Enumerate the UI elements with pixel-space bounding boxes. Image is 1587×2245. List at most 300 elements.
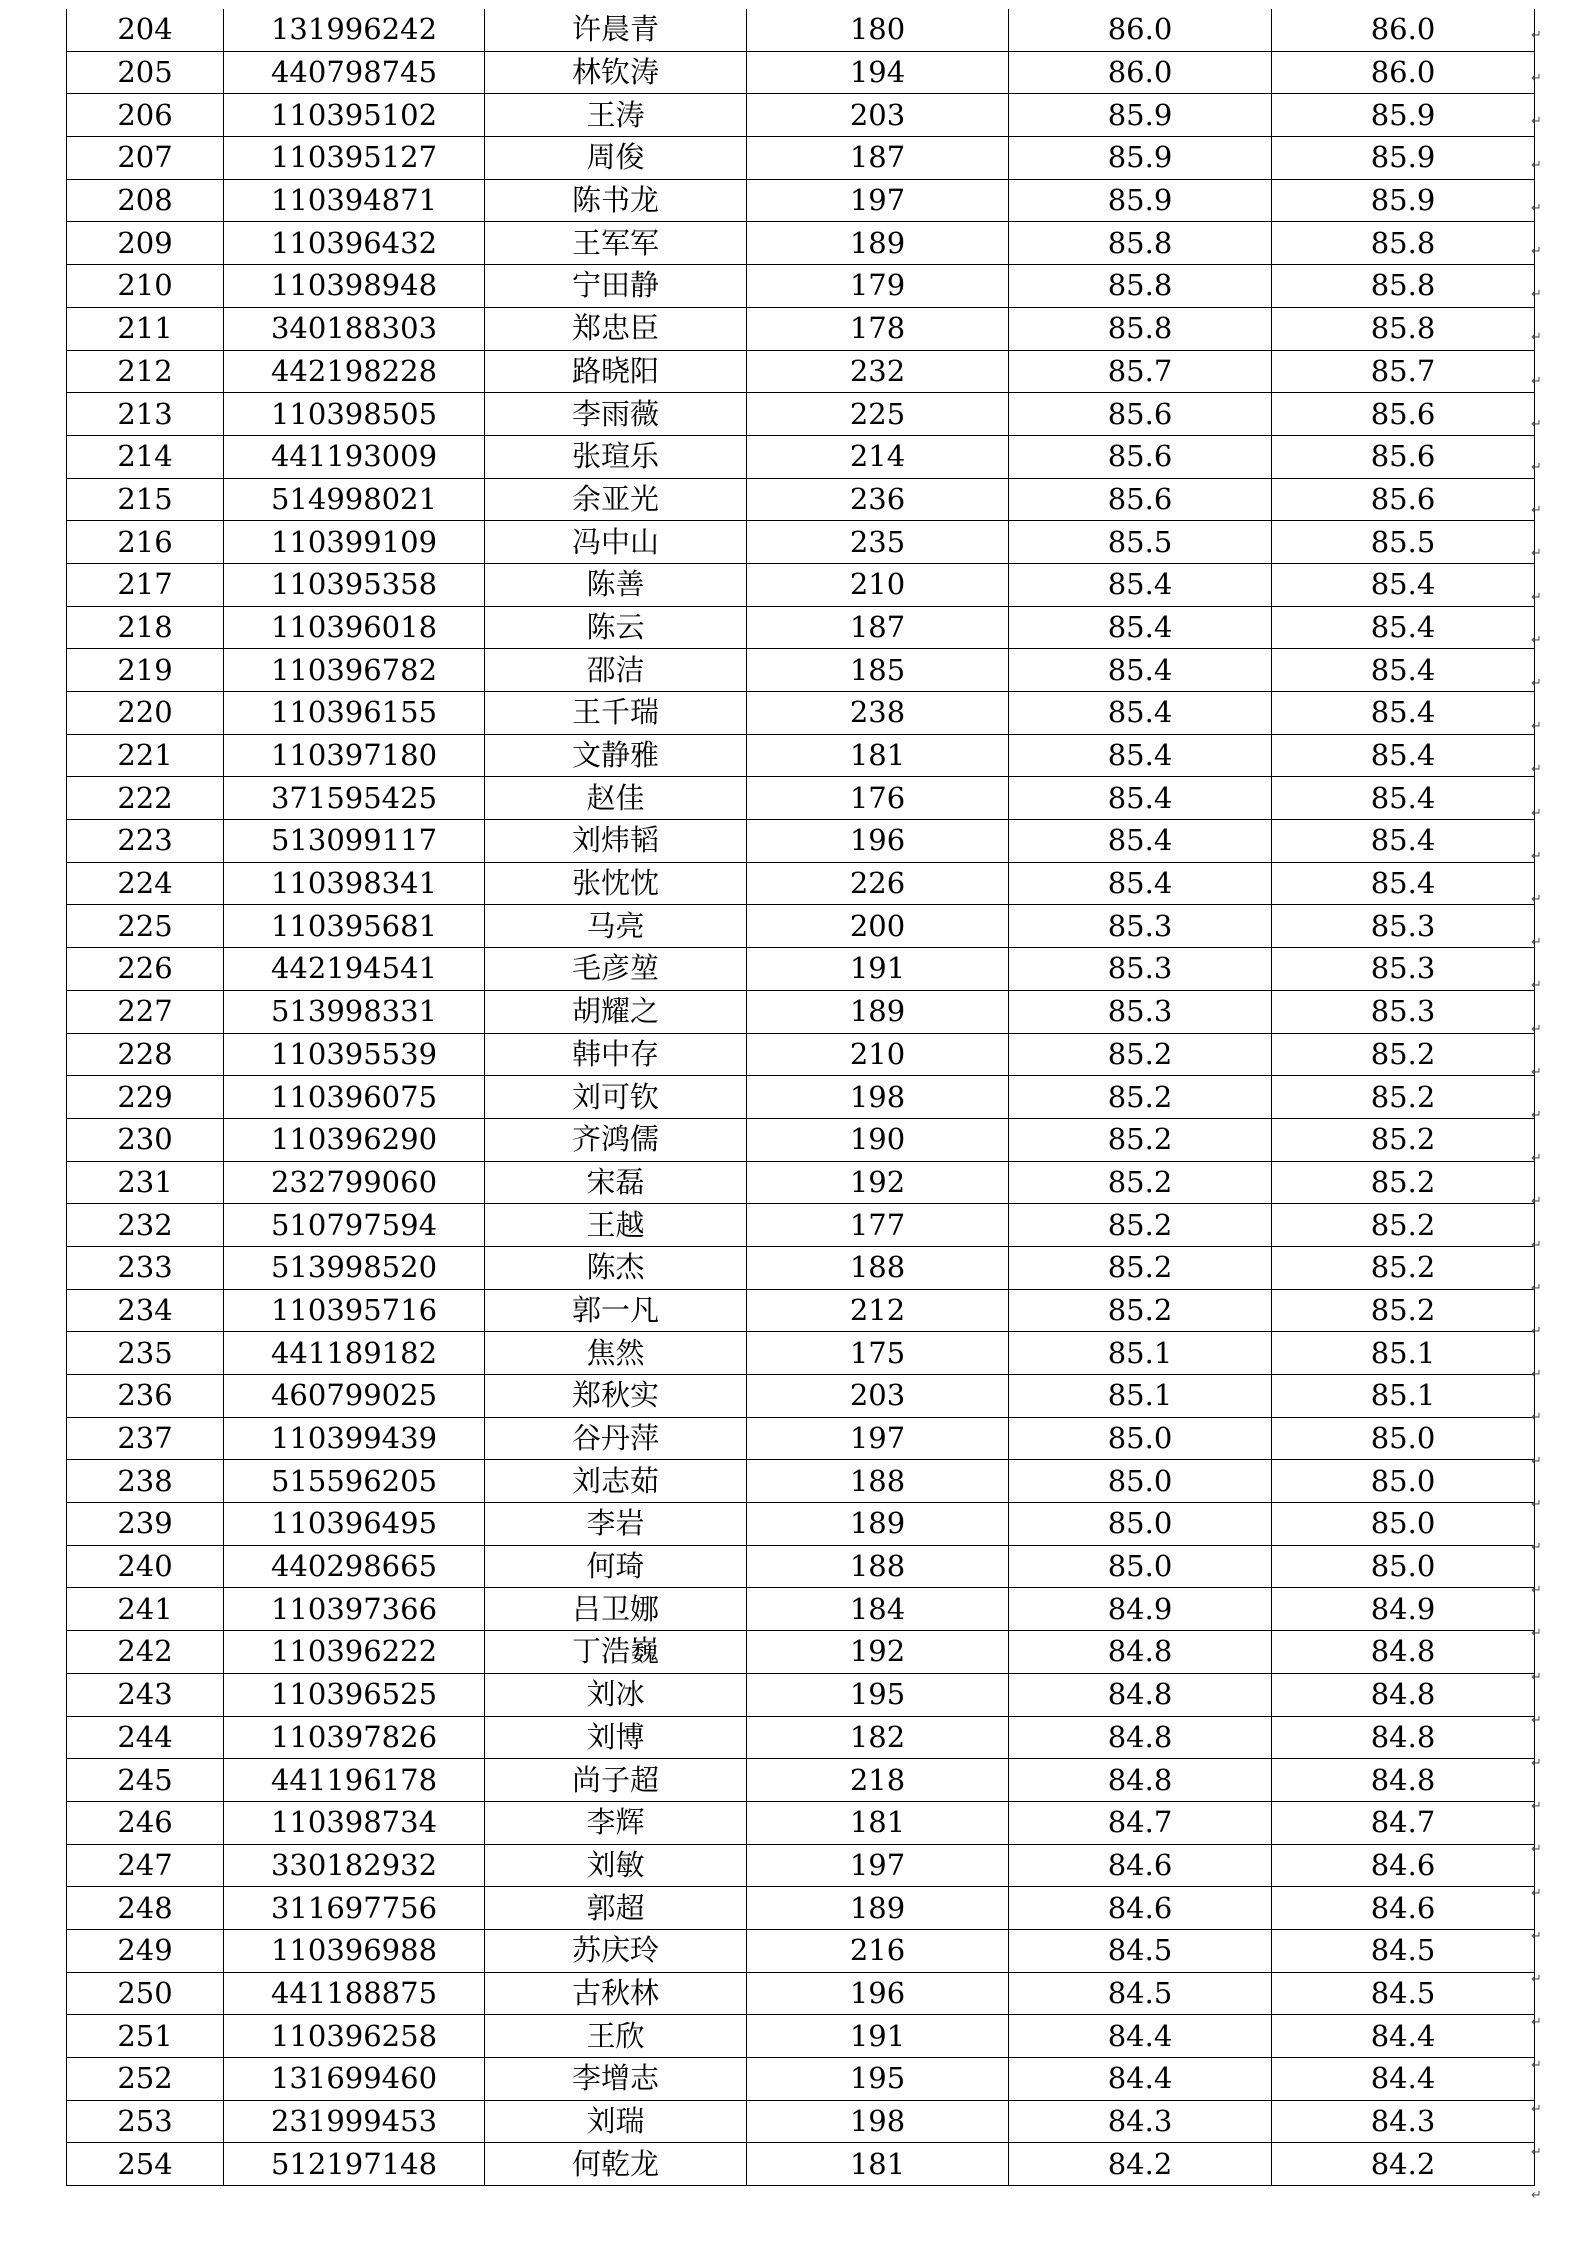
- row-index-cell: 225: [67, 905, 224, 948]
- name-cell: 李岩: [485, 1503, 747, 1546]
- row-index-cell: 248: [67, 1887, 224, 1930]
- name-cell: 许晨青: [485, 9, 747, 51]
- name-cell: 李雨薇: [485, 393, 747, 436]
- grade-cell: 85.2: [1009, 1033, 1272, 1076]
- score-cell: 216: [747, 1929, 1009, 1972]
- final-grade-cell: 84.9: [1272, 1588, 1535, 1631]
- row-index-cell: 222: [67, 777, 224, 820]
- score-cell: 196: [747, 820, 1009, 863]
- score-cell: 197: [747, 1844, 1009, 1887]
- row-end-mark: ↵: [1531, 632, 1542, 648]
- row-end-mark: ↵: [1531, 805, 1542, 821]
- table-row: [67, 1972, 1535, 2015]
- row-end-mark: ↵: [1531, 978, 1542, 994]
- table-row: [67, 1033, 1535, 1076]
- row-index-cell: 231: [67, 1161, 224, 1204]
- score-cell: 188: [747, 1545, 1009, 1588]
- candidate-id-cell: 440298665: [224, 1545, 485, 1588]
- row-index-cell: 209: [67, 222, 224, 265]
- candidate-id-cell: 110397826: [224, 1716, 485, 1759]
- table-row: [67, 1289, 1535, 1332]
- name-cell: 刘敏: [485, 1844, 747, 1887]
- grade-cell: 84.7: [1009, 1801, 1272, 1844]
- table-row: [67, 649, 1535, 692]
- score-cell: 177: [747, 1204, 1009, 1247]
- name-cell: 胡耀之: [485, 990, 747, 1033]
- candidate-id-cell: 441193009: [224, 435, 485, 478]
- score-cell: 203: [747, 94, 1009, 137]
- grade-cell: 85.4: [1009, 820, 1272, 863]
- candidate-id-cell: 110398341: [224, 862, 485, 905]
- grade-cell: 85.4: [1009, 862, 1272, 905]
- name-cell: 陈云: [485, 606, 747, 649]
- name-cell: 王千瑞: [485, 692, 747, 735]
- final-grade-cell: 85.8: [1272, 307, 1535, 350]
- grade-cell: 86.0: [1009, 9, 1272, 51]
- row-end-mark: ↵: [1531, 1324, 1542, 1339]
- final-grade-cell: 85.4: [1272, 692, 1535, 735]
- score-cell: 189: [747, 1887, 1009, 1930]
- final-grade-cell: 85.4: [1272, 734, 1535, 777]
- grade-cell: 84.8: [1009, 1673, 1272, 1716]
- row-end-mark: ↵: [1531, 373, 1542, 389]
- final-grade-cell: 85.2: [1272, 1161, 1535, 1204]
- candidate-id-cell: 340188303: [224, 307, 485, 350]
- grade-cell: 85.0: [1009, 1460, 1272, 1503]
- table-row: [67, 179, 1535, 222]
- candidate-id-cell: 513998520: [224, 1246, 485, 1289]
- row-index-cell: 220: [67, 692, 224, 735]
- name-cell: 刘可钦: [485, 1076, 747, 1119]
- candidate-id-cell: 110399109: [224, 521, 485, 564]
- final-grade-cell: 84.4: [1272, 2015, 1535, 2058]
- score-cell: 194: [747, 51, 1009, 94]
- name-cell: 韩中存: [485, 1033, 747, 1076]
- row-index-cell: 254: [67, 2143, 224, 2186]
- grade-cell: 85.4: [1009, 777, 1272, 820]
- grade-cell: 84.8: [1009, 1716, 1272, 1759]
- row-end-mark: ↵: [1531, 71, 1542, 87]
- row-index-cell: 253: [67, 2100, 224, 2143]
- candidate-id-cell: 441188875: [224, 1972, 485, 2015]
- final-grade-cell: 84.8: [1272, 1673, 1535, 1716]
- table-row: [67, 222, 1535, 265]
- grade-cell: 85.2: [1009, 1161, 1272, 1204]
- score-cell: 191: [747, 948, 1009, 991]
- name-cell: 张忱忱: [485, 862, 747, 905]
- table-row: [67, 905, 1535, 948]
- table-row: [67, 1076, 1535, 1119]
- name-cell: 谷丹萍: [485, 1417, 747, 1460]
- candidate-id-cell: 515596205: [224, 1460, 485, 1503]
- table-row: [67, 265, 1535, 308]
- row-end-mark: ↵: [1531, 330, 1542, 346]
- score-cell: 185: [747, 649, 1009, 692]
- row-end-mark: ↵: [1531, 2144, 1542, 2160]
- name-cell: 吕卫娜: [485, 1588, 747, 1631]
- table-row: [67, 990, 1535, 1033]
- score-cell: 176: [747, 777, 1009, 820]
- table-row: [67, 94, 1535, 137]
- table-row: [67, 9, 1535, 51]
- name-cell: 苏庆玲: [485, 1929, 747, 1972]
- row-index-cell: 238: [67, 1460, 224, 1503]
- final-grade-cell: 85.0: [1272, 1545, 1535, 1588]
- score-cell: 188: [747, 1460, 1009, 1503]
- score-cell: 210: [747, 1033, 1009, 1076]
- name-cell: 刘炜韬: [485, 820, 747, 863]
- candidate-id-cell: 110396222: [224, 1631, 485, 1674]
- row-index-cell: 210: [67, 265, 224, 308]
- final-grade-cell: 86.0: [1272, 9, 1535, 51]
- grade-cell: 85.4: [1009, 649, 1272, 692]
- row-end-mark: ↵: [1531, 1669, 1542, 1685]
- grade-cell: 85.9: [1009, 94, 1272, 137]
- table-row: [67, 734, 1535, 777]
- row-end-mark: ↵: [1531, 2101, 1542, 2117]
- final-grade-cell: 85.2: [1272, 1076, 1535, 1119]
- row-end-mark: ↵: [1531, 589, 1542, 605]
- results-table-body: [67, 9, 1535, 2186]
- table-row: [67, 1460, 1535, 1503]
- row-end-mark: ↵: [1531, 1237, 1542, 1253]
- table-row: [67, 1929, 1535, 1972]
- final-grade-cell: 84.6: [1272, 1887, 1535, 1930]
- final-grade-cell: 85.9: [1272, 179, 1535, 222]
- row-end-mark: ↵: [1531, 892, 1542, 907]
- grade-cell: 85.2: [1009, 1076, 1272, 1119]
- candidate-id-cell: 110396495: [224, 1503, 485, 1546]
- grade-cell: 85.8: [1009, 265, 1272, 308]
- final-grade-cell: 84.8: [1272, 1631, 1535, 1674]
- row-end-mark: ↵: [1531, 1712, 1542, 1728]
- final-grade-cell: 85.0: [1272, 1417, 1535, 1460]
- row-index-cell: 221: [67, 734, 224, 777]
- final-grade-cell: 85.4: [1272, 777, 1535, 820]
- final-grade-cell: 85.7: [1272, 350, 1535, 393]
- table-row: [67, 1716, 1535, 1759]
- grade-cell: 84.9: [1009, 1588, 1272, 1631]
- name-cell: 齐鸿儒: [485, 1118, 747, 1161]
- row-index-cell: 251: [67, 2015, 224, 2058]
- final-grade-cell: 85.2: [1272, 1204, 1535, 1247]
- row-index-cell: 250: [67, 1972, 224, 2015]
- row-index-cell: 229: [67, 1076, 224, 1119]
- final-grade-cell: 85.2: [1272, 1246, 1535, 1289]
- candidate-id-cell: 442198228: [224, 350, 485, 393]
- table-row: [67, 1417, 1535, 1460]
- row-end-mark: ↵: [1531, 1885, 1542, 1901]
- score-cell: 184: [747, 1588, 1009, 1631]
- final-grade-cell: 84.7: [1272, 1801, 1535, 1844]
- candidate-id-cell: 110394871: [224, 179, 485, 222]
- row-index-cell: 207: [67, 137, 224, 180]
- candidate-id-cell: 330182932: [224, 1844, 485, 1887]
- table-row: [67, 2143, 1535, 2186]
- name-cell: 陈书龙: [485, 179, 747, 222]
- candidate-id-cell: 110396525: [224, 1673, 485, 1716]
- row-index-cell: 224: [67, 862, 224, 905]
- row-index-cell: 239: [67, 1503, 224, 1546]
- table-row: [67, 350, 1535, 393]
- candidate-id-cell: 110396782: [224, 649, 485, 692]
- score-cell: 226: [747, 862, 1009, 905]
- table-row: [67, 1332, 1535, 1375]
- score-cell: 212: [747, 1289, 1009, 1332]
- candidate-id-cell: 110395539: [224, 1033, 485, 1076]
- score-cell: 181: [747, 734, 1009, 777]
- row-index-cell: 240: [67, 1545, 224, 1588]
- final-grade-cell: 85.3: [1272, 948, 1535, 991]
- final-grade-cell: 85.9: [1272, 94, 1535, 137]
- candidate-id-cell: 231999453: [224, 2100, 485, 2143]
- grade-cell: 85.3: [1009, 948, 1272, 991]
- table-row: [67, 1673, 1535, 1716]
- score-cell: 195: [747, 1673, 1009, 1716]
- grade-cell: 85.9: [1009, 179, 1272, 222]
- grade-cell: 85.9: [1009, 137, 1272, 180]
- row-end-mark: ↵: [1531, 1972, 1542, 1987]
- row-end-mark: ↵: [1531, 1583, 1542, 1599]
- row-index-cell: 217: [67, 563, 224, 606]
- grade-cell: 85.5: [1009, 521, 1272, 564]
- row-index-cell: 242: [67, 1631, 224, 1674]
- row-index-cell: 243: [67, 1673, 224, 1716]
- grade-cell: 84.2: [1009, 2143, 1272, 2186]
- score-cell: 232: [747, 350, 1009, 393]
- name-cell: 余亚光: [485, 478, 747, 521]
- row-index-cell: 215: [67, 478, 224, 521]
- candidate-id-cell: 110398505: [224, 393, 485, 436]
- row-end-mark: ↵: [1531, 1540, 1542, 1555]
- score-cell: 238: [747, 692, 1009, 735]
- name-cell: 刘冰: [485, 1673, 747, 1716]
- candidate-id-cell: 131996242: [224, 9, 485, 51]
- score-cell: 187: [747, 137, 1009, 180]
- score-cell: 189: [747, 1503, 1009, 1546]
- table-row: [67, 820, 1535, 863]
- row-end-mark: ↵: [1531, 2015, 1542, 2031]
- grade-cell: 84.4: [1009, 2058, 1272, 2101]
- row-index-cell: 219: [67, 649, 224, 692]
- grade-cell: 85.4: [1009, 692, 1272, 735]
- final-grade-cell: 85.9: [1272, 137, 1535, 180]
- candidate-id-cell: 441189182: [224, 1332, 485, 1375]
- table-row: [67, 862, 1535, 905]
- table-row: [67, 1118, 1535, 1161]
- table-row: [67, 1375, 1535, 1418]
- final-grade-cell: 85.1: [1272, 1332, 1535, 1375]
- candidate-id-cell: 110398734: [224, 1801, 485, 1844]
- final-grade-cell: 84.2: [1272, 2143, 1535, 2186]
- row-end-mark: ↵: [1531, 114, 1542, 130]
- row-index-cell: 247: [67, 1844, 224, 1887]
- row-index-cell: 228: [67, 1033, 224, 1076]
- name-cell: 林钦涛: [485, 51, 747, 94]
- name-cell: 毛彦堃: [485, 948, 747, 991]
- final-grade-cell: 85.8: [1272, 222, 1535, 265]
- grade-cell: 85.2: [1009, 1204, 1272, 1247]
- final-grade-cell: 85.0: [1272, 1460, 1535, 1503]
- row-index-cell: 236: [67, 1375, 224, 1418]
- table-row: [67, 2100, 1535, 2143]
- name-cell: 邵洁: [485, 649, 747, 692]
- row-index-cell: 223: [67, 820, 224, 863]
- name-cell: 马亮: [485, 905, 747, 948]
- row-index-cell: 245: [67, 1759, 224, 1802]
- candidate-id-cell: 232799060: [224, 1161, 485, 1204]
- candidate-id-cell: 110395102: [224, 94, 485, 137]
- final-grade-cell: 85.2: [1272, 1118, 1535, 1161]
- row-index-cell: 235: [67, 1332, 224, 1375]
- score-cell: 192: [747, 1161, 1009, 1204]
- row-index-cell: 246: [67, 1801, 224, 1844]
- score-cell: 182: [747, 1716, 1009, 1759]
- row-end-mark: ↵: [1531, 1626, 1542, 1642]
- candidate-id-cell: 110396075: [224, 1076, 485, 1119]
- table-row: [67, 137, 1535, 180]
- row-end-mark: ↵: [1531, 1367, 1542, 1383]
- grade-cell: 85.4: [1009, 563, 1272, 606]
- name-cell: 宋磊: [485, 1161, 747, 1204]
- row-end-mark: ↵: [1531, 2058, 1542, 2074]
- grade-cell: 84.6: [1009, 1887, 1272, 1930]
- final-grade-cell: 84.4: [1272, 2058, 1535, 2101]
- score-cell: 236: [747, 478, 1009, 521]
- grade-cell: 84.4: [1009, 2015, 1272, 2058]
- name-cell: 郭一凡: [485, 1289, 747, 1332]
- grade-cell: 85.8: [1009, 222, 1272, 265]
- row-index-cell: 226: [67, 948, 224, 991]
- row-end-mark: ↵: [1531, 2188, 1542, 2203]
- row-end-mark: ↵: [1531, 287, 1542, 303]
- row-index-cell: 213: [67, 393, 224, 436]
- name-cell: 郑忠臣: [485, 307, 747, 350]
- name-cell: 刘博: [485, 1716, 747, 1759]
- name-cell: 王越: [485, 1204, 747, 1247]
- table-row: [67, 521, 1535, 564]
- grade-cell: 84.8: [1009, 1631, 1272, 1674]
- name-cell: 陈善: [485, 563, 747, 606]
- score-cell: 191: [747, 2015, 1009, 2058]
- candidate-id-cell: 442194541: [224, 948, 485, 991]
- name-cell: 王欣: [485, 2015, 747, 2058]
- grade-cell: 84.6: [1009, 1844, 1272, 1887]
- grade-cell: 85.0: [1009, 1503, 1272, 1546]
- row-end-mark: ↵: [1531, 1064, 1542, 1080]
- name-cell: 冯中山: [485, 521, 747, 564]
- name-cell: 周俊: [485, 137, 747, 180]
- row-end-mark: ↵: [1531, 1842, 1542, 1858]
- candidate-id-cell: 110396258: [224, 2015, 485, 2058]
- grade-cell: 85.3: [1009, 990, 1272, 1033]
- grade-cell: 85.7: [1009, 350, 1272, 393]
- name-cell: 王军军: [485, 222, 747, 265]
- grade-cell: 85.4: [1009, 606, 1272, 649]
- final-grade-cell: 85.6: [1272, 393, 1535, 436]
- name-cell: 张瑄乐: [485, 435, 747, 478]
- candidate-id-cell: 460799025: [224, 1375, 485, 1418]
- grade-cell: 84.5: [1009, 1929, 1272, 1972]
- name-cell: 何琦: [485, 1545, 747, 1588]
- grade-cell: 85.2: [1009, 1118, 1272, 1161]
- final-grade-cell: 85.4: [1272, 649, 1535, 692]
- score-cell: 188: [747, 1246, 1009, 1289]
- row-index-cell: 211: [67, 307, 224, 350]
- grade-cell: 84.3: [1009, 2100, 1272, 2143]
- grade-cell: 85.0: [1009, 1417, 1272, 1460]
- score-cell: 198: [747, 1076, 1009, 1119]
- final-grade-cell: 85.1: [1272, 1375, 1535, 1418]
- table-row: [67, 606, 1535, 649]
- candidate-id-cell: 110396290: [224, 1118, 485, 1161]
- candidate-id-cell: 110395681: [224, 905, 485, 948]
- results-table: [66, 9, 1535, 2186]
- table-row: [67, 435, 1535, 478]
- row-end-mark: ↵: [1531, 28, 1542, 43]
- row-end-mark: ↵: [1531, 1151, 1542, 1167]
- name-cell: 刘志茹: [485, 1460, 747, 1503]
- row-end-mark: ↵: [1531, 935, 1542, 951]
- table-row: [67, 393, 1535, 436]
- final-grade-cell: 84.6: [1272, 1844, 1535, 1887]
- name-cell: 路晓阳: [485, 350, 747, 393]
- final-grade-cell: 85.2: [1272, 1033, 1535, 1076]
- grade-cell: 85.6: [1009, 435, 1272, 478]
- table-row: [67, 1161, 1535, 1204]
- row-index-cell: 237: [67, 1417, 224, 1460]
- candidate-id-cell: 110399439: [224, 1417, 485, 1460]
- row-index-cell: 227: [67, 990, 224, 1033]
- score-cell: 196: [747, 1972, 1009, 2015]
- candidate-id-cell: 514998021: [224, 478, 485, 521]
- table-row: [67, 2015, 1535, 2058]
- score-cell: 180: [747, 9, 1009, 51]
- candidate-id-cell: 110397366: [224, 1588, 485, 1631]
- final-grade-cell: 86.0: [1272, 51, 1535, 94]
- name-cell: 李辉: [485, 1801, 747, 1844]
- row-end-mark: ↵: [1531, 546, 1542, 562]
- score-cell: 200: [747, 905, 1009, 948]
- score-cell: 214: [747, 435, 1009, 478]
- row-end-mark: ↵: [1531, 762, 1542, 778]
- grade-cell: 84.5: [1009, 1972, 1272, 2015]
- table-row: [67, 1503, 1535, 1546]
- candidate-id-cell: 110396432: [224, 222, 485, 265]
- final-grade-cell: 84.8: [1272, 1716, 1535, 1759]
- candidate-id-cell: 513998331: [224, 990, 485, 1033]
- table-row: [67, 1246, 1535, 1289]
- score-cell: 181: [747, 1801, 1009, 1844]
- name-cell: 陈杰: [485, 1246, 747, 1289]
- final-grade-cell: 85.4: [1272, 606, 1535, 649]
- grade-cell: 85.3: [1009, 905, 1272, 948]
- final-grade-cell: 85.3: [1272, 905, 1535, 948]
- row-end-mark: ↵: [1531, 1410, 1542, 1426]
- final-grade-cell: 85.6: [1272, 435, 1535, 478]
- name-cell: 赵佳: [485, 777, 747, 820]
- score-cell: 190: [747, 1118, 1009, 1161]
- final-grade-cell: 84.5: [1272, 1972, 1535, 2015]
- final-grade-cell: 85.4: [1272, 563, 1535, 606]
- table-row: [67, 2058, 1535, 2101]
- candidate-id-cell: 110396018: [224, 606, 485, 649]
- row-end-mark: ↵: [1531, 1021, 1542, 1037]
- score-cell: 189: [747, 990, 1009, 1033]
- grade-cell: 85.6: [1009, 478, 1272, 521]
- row-index-cell: 233: [67, 1246, 224, 1289]
- row-end-mark: ↵: [1531, 1280, 1542, 1296]
